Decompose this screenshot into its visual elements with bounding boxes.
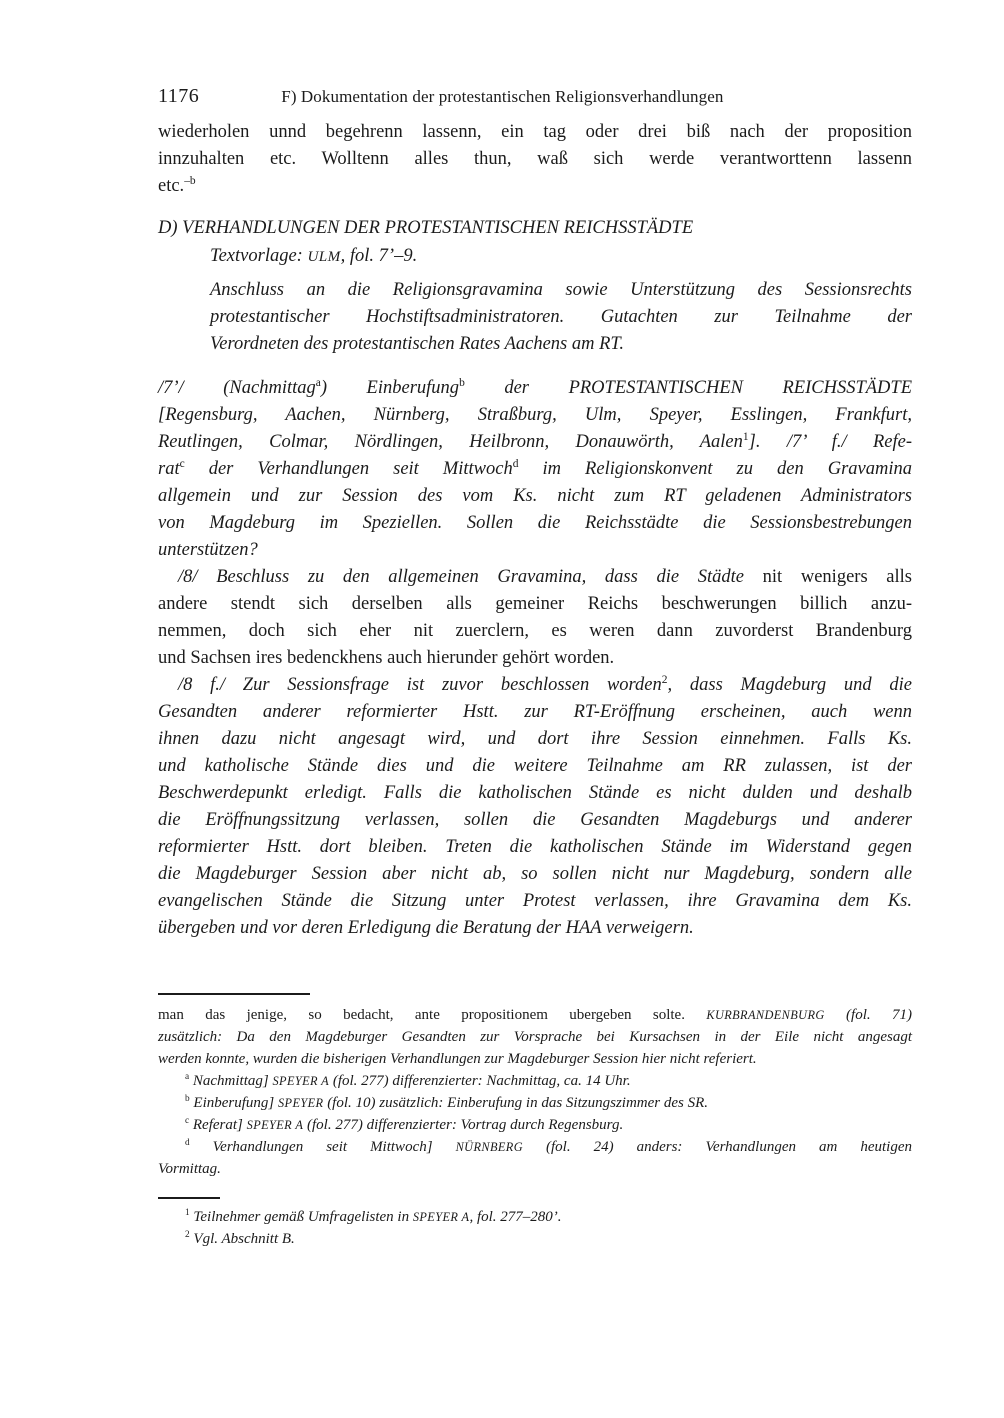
- paragraph-7: [158, 375, 912, 564]
- paragraph-intro: [158, 119, 912, 200]
- text-run: etc.: [158, 176, 185, 196]
- page-content: [158, 84, 912, 1250]
- text-run: im Religionskonvent zu den Gravamina: [518, 459, 912, 479]
- text-line: [158, 537, 912, 564]
- text-line: [158, 119, 912, 146]
- text-line: [158, 1070, 912, 1092]
- text-run: c: [185, 1116, 190, 1126]
- page-number: 1176: [158, 85, 200, 107]
- text-run: nit wenigers alls: [762, 567, 912, 587]
- text-run: Textvorlage:: [210, 246, 308, 266]
- text-line: [158, 173, 912, 200]
- text-line: [158, 146, 912, 173]
- text-run: , fol. 277–280’.: [469, 1209, 562, 1225]
- text-run: Vormittag.: [158, 1161, 221, 1177]
- numbered-footnote-separator-rule: [158, 1197, 220, 1199]
- text-line: [158, 726, 912, 753]
- text-run: innzuhalten etc. Wolltenn alles thun, waß sich werde verantworttenn lassenn: [158, 149, 912, 169]
- text-run: ]. /7’ f./ Refe-: [748, 432, 912, 452]
- text-run: [Regensburg, Aachen, Nürnberg, Straßburg, Ulm, Speyer, Esslingen, Frankfurt,: [158, 405, 912, 425]
- text-line: [158, 888, 912, 915]
- text-run: nemmen, doch sich eher nit zuerclern, es weren dann zuvorderst Brandenburg: [158, 621, 912, 641]
- text-line: [158, 1206, 912, 1228]
- text-line: [158, 1228, 912, 1250]
- running-header: [158, 84, 912, 109]
- text-run: ) Einberufung: [320, 378, 460, 398]
- text-run: /8/ Beschluss zu den allgemeinen Gravamina, dass die Städte: [178, 567, 763, 587]
- text-run: , dass Magdeburg und die: [667, 675, 913, 695]
- text-line: [158, 861, 912, 888]
- text-line: [158, 375, 912, 402]
- text-run: rat: [158, 459, 180, 479]
- letter-footnotes: [158, 1070, 912, 1180]
- text-run: (fol. 71): [824, 1007, 913, 1023]
- text-run: NÜRNBERG: [455, 1140, 523, 1154]
- text-run: a: [315, 376, 321, 389]
- text-run: D) VERHANDLUNGEN DER PROTESTANTISCHEN REICHSSTÄDTE: [158, 218, 694, 238]
- text-run: (fol. 277) differenzierter: Vortrag durch Regensburg.: [303, 1117, 624, 1133]
- text-line: [158, 564, 912, 591]
- paragraph-8f: [158, 672, 912, 942]
- text-run: der PROTESTANTISCHEN REICHSSTÄDTE: [464, 378, 913, 398]
- text-run: Nachmittag]: [189, 1073, 273, 1089]
- text-line: [210, 331, 912, 358]
- text-run: Einberufung]: [189, 1095, 278, 1111]
- text-run: die Magdeburger Session aber nicht ab, so sollen nicht nur Magdeburg, sondern alle: [158, 864, 912, 884]
- text-run: a: [185, 1072, 190, 1082]
- text-line: [210, 277, 912, 304]
- text-line: [210, 304, 912, 331]
- text-line: [158, 1092, 912, 1114]
- text-run: unterstützen?: [158, 540, 258, 560]
- text-line: [210, 243, 912, 270]
- text-line: [158, 510, 912, 537]
- footnote-separator-rule: [158, 993, 310, 995]
- text-run: Reutlingen, Colmar, Nördlingen, Heilbronn, Donauwörth, Aalen: [158, 432, 743, 452]
- text-run: man das jenige, so bedacht, ante propositionem ubergeben solte.: [158, 1007, 707, 1023]
- paragraph-8: [158, 564, 912, 672]
- running-title: F) Dokumentation der protestantischen Religionsverhandlungen: [281, 87, 724, 106]
- text-line: [158, 699, 912, 726]
- text-line: [158, 1136, 912, 1158]
- text-run: der Verhandlungen seit Mittwoch: [184, 459, 513, 479]
- text-run: Verordneten des protestantischen Rates Aachens am RT.: [210, 334, 624, 354]
- text-run: Gesandten anderer reformierter Hstt. zur RT-Eröffnung erscheinen, auch wenn: [158, 702, 912, 722]
- text-run: allgemein und zur Session des vom Ks. nicht zum RT geladenen Administrators: [158, 486, 912, 506]
- text-line: [158, 1026, 912, 1048]
- text-run: Teilnehmer gemäß Umfragelisten in: [189, 1209, 413, 1225]
- text-run: von Magdeburg im Speziellen. Sollen die Reichsstädte die Sessionsbestrebungen: [158, 513, 912, 533]
- text-line: [158, 402, 912, 429]
- text-run: Vgl. Abschnitt B.: [189, 1231, 295, 1247]
- section-heading-d: [158, 215, 912, 242]
- text-run: und Sachsen ires bedenckhens auch hierunder gehört worden.: [158, 648, 615, 668]
- text-run: (fol. 10) zusätzlich: Einberufung in das Sitzungszimmer des SR.: [323, 1095, 709, 1111]
- text-run: c: [179, 457, 185, 470]
- text-run: übergeben und vor deren Erledigung die Beratung der HAA verweigern.: [158, 918, 694, 938]
- text-run: Beschwerdepunkt erledigt. Falls die katholischen Stände es nicht dulden und deshalb: [158, 783, 912, 803]
- text-run: zusätzlich: Da den Magdeburger Gesandten zur Vorsprache bei Kursachsen in der Eile nicht angesagt: [158, 1029, 912, 1045]
- text-line: [158, 618, 912, 645]
- text-run: KURBRANDENBURG: [706, 1008, 825, 1022]
- text-line: [158, 1114, 912, 1136]
- text-line: [158, 753, 912, 780]
- text-run: 1: [742, 430, 749, 443]
- text-run: und katholische Stände dies und die weitere Teilnahme am RR zulassen, ist der: [158, 756, 912, 776]
- text-line: [158, 915, 912, 942]
- text-run: 1: [185, 1208, 190, 1218]
- text-line: [158, 1004, 912, 1026]
- text-run: /7’/ (Nachmittag: [158, 378, 316, 398]
- text-run: Verhandlungen seit Mittwoch]: [189, 1139, 456, 1155]
- text-line: [158, 1048, 912, 1070]
- text-line: [158, 645, 912, 672]
- text-line: [158, 429, 912, 456]
- text-line: [158, 780, 912, 807]
- text-run: b: [459, 376, 465, 389]
- text-line: [158, 591, 912, 618]
- text-line: [158, 1158, 912, 1180]
- numbered-footnotes: [158, 1206, 912, 1250]
- text-line: [158, 483, 912, 510]
- text-run: andere stendt sich derselben alls gemeiner Reichs beschwerungen billich anzu-: [158, 594, 912, 614]
- text-run: ihnen dazu nicht angesagt wird, und dort ihre Session einnehmen. Falls Ks.: [158, 729, 912, 749]
- text-line: [158, 672, 912, 699]
- text-run: SPEYER: [278, 1096, 324, 1110]
- text-run: –b: [184, 174, 196, 187]
- text-line: [158, 834, 912, 861]
- text-run: wiederholen unnd begehrenn lassenn, ein tag oder drei biß nach der proposition: [158, 122, 912, 142]
- textvorlage-line: [158, 243, 912, 270]
- text-run: Anschluss an die Religionsgravamina sowie Unterstützung des Sessionsrechts: [210, 280, 912, 300]
- text-run: die Eröffnungssitzung verlassen, sollen die Gesandten Magdeburgs und anderer: [158, 810, 912, 830]
- text-run: SPEYER A: [272, 1074, 330, 1088]
- text-run: d: [185, 1138, 190, 1148]
- text-run: (fol. 24) anders: Verhandlungen am heutigen: [523, 1139, 912, 1155]
- text-run: (fol. 277) differenzierter: Nachmittag, ca. 14 Uhr.: [329, 1073, 631, 1089]
- text-run: evangelischen Stände die Sitzung unter Protest verlassen, ihre Gravamina dem Ks.: [158, 891, 912, 911]
- text-line: [158, 215, 912, 242]
- text-line: [158, 456, 912, 483]
- text-run: 2: [185, 1230, 190, 1240]
- text-run: reformierter Hstt. dort bleiben. Treten die katholischen Stände im Widerstand gegen: [158, 837, 912, 857]
- text-run: werden konnte, wurden die bisherigen Verhandlungen zur Magdeburger Session hier nicht referiert.: [158, 1051, 757, 1067]
- text-run: Referat]: [189, 1117, 247, 1133]
- apparatus-footnote-continuation: [158, 1004, 912, 1070]
- text-run: 2: [661, 673, 668, 686]
- text-line: [158, 807, 912, 834]
- text-run: , fol. 7’–9.: [340, 246, 418, 266]
- text-run: ULM: [307, 248, 341, 265]
- text-run: protestantischer Hochstiftsadministratoren. Gutachten zur Teilnahme der: [210, 307, 912, 327]
- text-run: /8 f./ Zur Sessionsfrage ist zuvor beschlossen worden: [178, 675, 662, 695]
- text-run: SPEYER A: [412, 1210, 470, 1224]
- text-run: SPEYER A: [246, 1118, 304, 1132]
- summary-paragraph: [158, 277, 912, 358]
- text-run: d: [512, 457, 519, 470]
- text-run: b: [185, 1094, 190, 1104]
